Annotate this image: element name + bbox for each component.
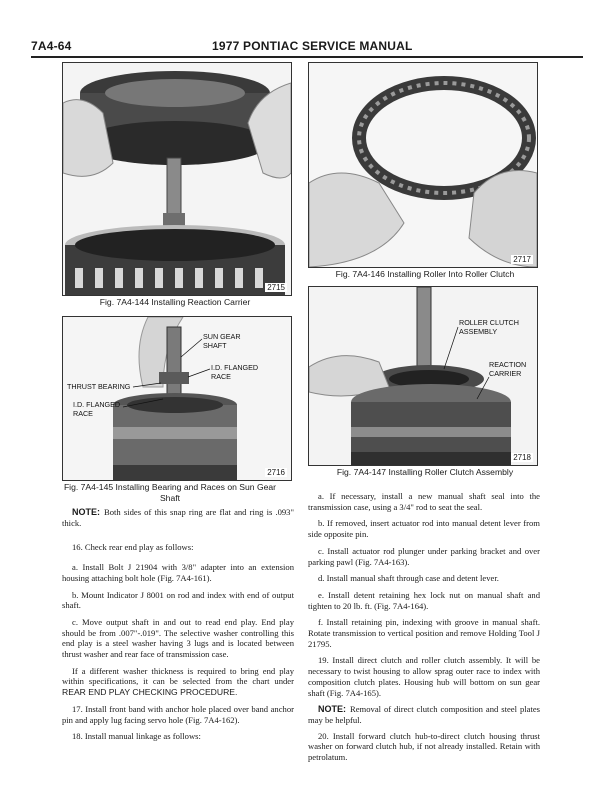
step-18a: a. If necessary, install a new manual shaft seal into the transmission case, using a 3/4" rod to seat the seal. — [308, 491, 540, 512]
label-id-race-bottom: I.D. FLANGED — [73, 400, 121, 409]
label-id-race-top-2: RACE — [211, 372, 231, 381]
procedure-reference: REAR END PLAY CHECKING PROCEDURE. — [62, 687, 238, 698]
figure-7a4-147-photo — [308, 286, 538, 466]
label-reaction-carrier-2: CARRIER — [489, 369, 522, 378]
step-18f: f. Install retaining pin, indexing with groove in manual shaft. Rotate transmission to vertical position and remove Holding Tool J 21795. — [308, 617, 540, 649]
header-rule — [31, 56, 583, 58]
figure-7a4-145-caption — [30, 482, 310, 504]
step-16: 16. Check rear end play as follows: — [72, 542, 194, 553]
step-18: 18. Install manual linkage as follows: — [72, 731, 201, 742]
label-reaction-carrier: REACTION — [489, 360, 527, 369]
note-label: NOTE: — [318, 704, 346, 715]
caption-line-1: Fig. 7A4-145 Installing Bearing and Races on Sun Gear — [63, 482, 277, 492]
note-label: NOTE: — [72, 507, 100, 517]
step-16c: c. Move output shaft in and out to read end play. End play should be from .007"-.019". The selective washer controlling this end play is a steel washer having 3 lugs and is located between thrust washer and rear face of transmission case. — [62, 616, 294, 660]
figure-7a4-147-caption: Fig. 7A4-147 Installing Roller Clutch Assembly — [336, 467, 514, 477]
figure-number: 2715 — [267, 283, 285, 292]
label-id-race-bottom-2: RACE — [73, 409, 93, 418]
figure-7a4-145-photo — [62, 316, 292, 481]
figure-number: 2716 — [267, 468, 285, 477]
washer-text: If a different washer thickness is required to bring end play within specifications, it can be selected from the chart under — [62, 665, 294, 687]
step-18e: e. Install detent retaining hex lock nut on manual shaft and tighten to 20 lb. ft. (Fig. 7A4-164). — [308, 589, 540, 611]
label-roller-clutch-2: ASSEMBLY — [459, 327, 498, 336]
figure-7a4-144-photo — [62, 62, 292, 296]
caption-line-2: Shaft — [159, 493, 181, 503]
page-title: 1977 PONTIAC SERVICE MANUAL — [212, 39, 413, 53]
figure-7a4-144-caption: Fig. 7A4-144 Installing Reaction Carrier — [99, 297, 251, 307]
step-17: 17. Install front band with anchor hole placed over band anchor pin and apply lug facing servo hole (Fig. 7A4-162). — [62, 703, 294, 725]
figure-7a4-146-caption: Fig. 7A4-146 Installing Roller Into Roller Clutch — [335, 269, 515, 279]
figure-number: 2717 — [513, 255, 531, 264]
right-column — [308, 491, 540, 769]
step-19: 19. Install direct clutch and roller clutch assembly. It will be necessary to twist housing to allow sprag outer race to index with composition clutch plates. Housing hub will bottom on sun gear shaft (Fig. 7A4-165). — [308, 655, 540, 698]
label-thrust-bearing: THRUST BEARING — [67, 382, 131, 391]
step-18d: d. Install manual shaft through case and detent lever. — [318, 573, 499, 584]
page-number: 7A4-64 — [31, 39, 72, 53]
step-20: 20. Install forward clutch hub-to-direct clutch housing thrust washer on forward clutch hub, if not already installed. Retain with petrolatum. — [308, 730, 540, 763]
label-sun-gear-shaft: SHAFT — [203, 341, 227, 350]
step-16a: a. Install Bolt J 21904 with 3/8" adapter into an extension housing attaching bolt hole (Fig. 7A4-161). — [62, 562, 294, 583]
left-column — [62, 507, 294, 748]
label-sun-gear: SUN GEAR — [203, 332, 241, 341]
step-18b: b. If removed, insert actuator rod into manual detent lever from side opposite pin. — [308, 518, 540, 540]
label-id-race-top: I.D. FLANGED — [211, 363, 259, 372]
figure-number: 2718 — [513, 453, 531, 462]
label-roller-clutch: ROLLER CLUTCH — [459, 318, 519, 327]
figure-7a4-146-photo — [308, 62, 538, 268]
step-different-washer — [62, 666, 294, 698]
note-text: Removal of direct clutch composition and steel plates may be helpful. — [308, 704, 540, 725]
note-text: Both sides of this snap ring are flat and ring is .093" thick. — [62, 507, 294, 528]
step-18c: c. Install actuator rod plunger under parking bracket and over parking pawl (Fig. 7A4-163). — [308, 545, 540, 567]
step-16b: b. Mount Indicator J 8001 on rod and index with end of output shaft. — [62, 589, 294, 611]
